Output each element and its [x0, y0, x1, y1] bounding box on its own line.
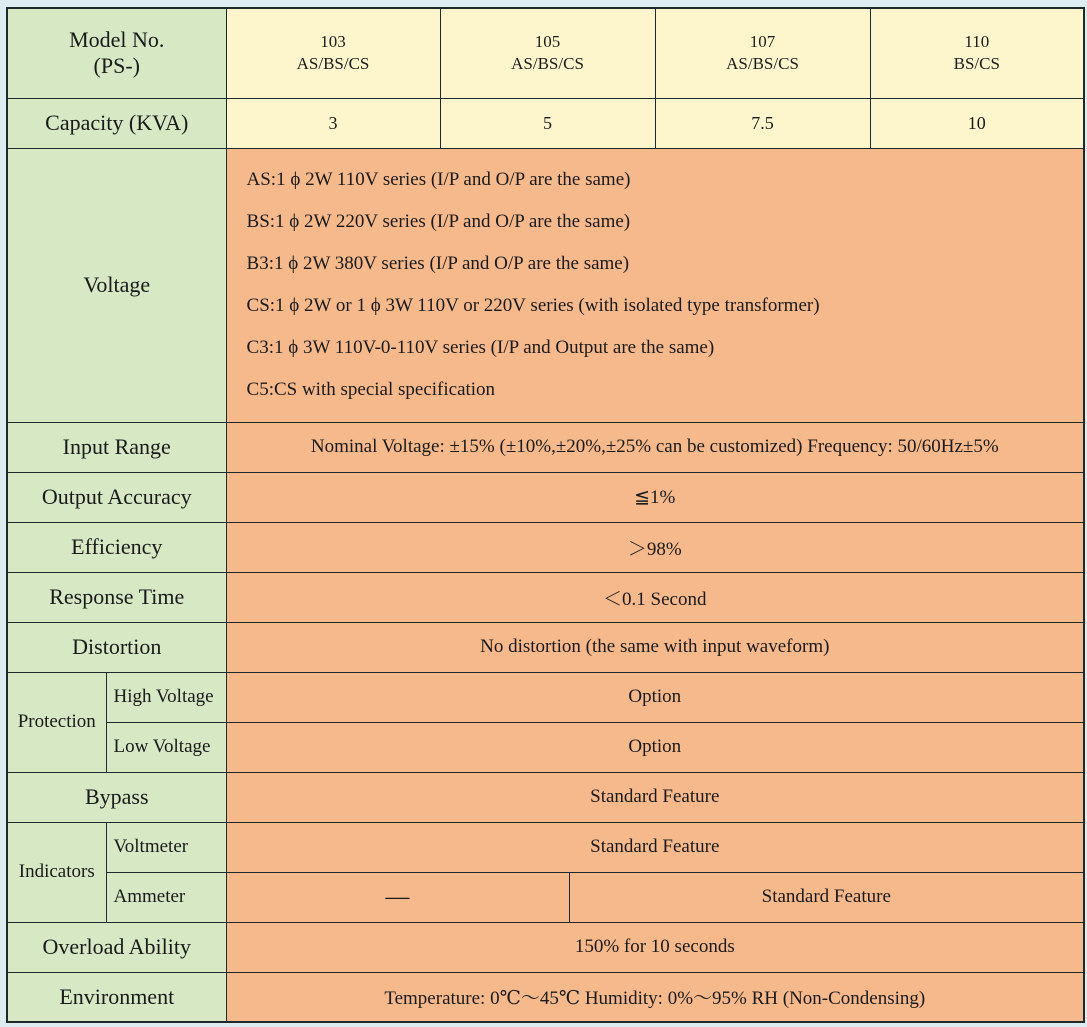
voltage-line: C3:1 ϕ 3W 110V-0-110V series (I/P and Output are the same)	[246, 337, 715, 358]
row-efficiency	[7, 522, 1084, 572]
model-types: AS/BS/CS	[511, 54, 584, 74]
bypass-value: Standard Feature	[226, 772, 1084, 822]
capacity-label: Capacity (KVA)	[7, 98, 226, 148]
row-distortion	[7, 622, 1084, 672]
low-voltage-value: Option	[226, 722, 1084, 772]
overload-label: Overload Ability	[7, 922, 226, 972]
high-voltage-label: High Voltage	[106, 672, 226, 722]
environment-label: Environment	[7, 972, 226, 1022]
voltage-line: B3:1 ϕ 2W 380V series (I/P and O/P are the same)	[246, 253, 630, 274]
distortion-value: No distortion (the same with input waveform)	[226, 622, 1084, 672]
voltmeter-label: Voltmeter	[106, 822, 226, 872]
response-time-label: Response Time	[7, 572, 226, 622]
row-output-accuracy	[7, 472, 1084, 522]
model-types: AS/BS/CS	[296, 54, 370, 74]
model-label-line1: Model No.	[69, 27, 165, 53]
model-103-cell	[226, 8, 440, 98]
bypass-label: Bypass	[7, 772, 226, 822]
capacity-value: 5	[440, 98, 655, 148]
overload-value: 150% for 10 seconds	[226, 922, 1084, 972]
model-code: 103	[320, 32, 346, 52]
model-code: 105	[534, 32, 561, 52]
row-protection-high	[7, 672, 1084, 722]
capacity-value: 10	[870, 98, 1084, 148]
row-response-time	[7, 572, 1084, 622]
voltage-list	[226, 148, 1084, 422]
model-code: 110	[964, 32, 990, 52]
capacity-value: 3	[226, 98, 440, 148]
efficiency-label: Efficiency	[7, 522, 226, 572]
protection-label: Protection	[7, 672, 106, 772]
efficiency-value: ＞98%	[226, 522, 1084, 572]
model-types: AS/BS/CS	[726, 54, 799, 74]
row-protection-low	[7, 722, 1084, 772]
row-indicators-voltmeter	[7, 822, 1084, 872]
capacity-value: 7.5	[655, 98, 870, 148]
model-label-line2: (PS-)	[93, 53, 140, 79]
output-accuracy-value: ≦1%	[226, 472, 1084, 522]
voltage-label: Voltage	[7, 148, 226, 422]
output-accuracy-label: Output Accuracy	[7, 472, 226, 522]
distortion-label: Distortion	[7, 622, 226, 672]
ammeter-label: Ammeter	[106, 872, 226, 922]
row-environment	[7, 972, 1084, 1022]
voltage-line: CS:1 ϕ 2W or 1 ϕ 3W 110V or 220V series (with isolated type transformer)	[246, 295, 820, 316]
model-code: 107	[749, 32, 776, 52]
row-input-range	[7, 422, 1084, 472]
model-types: BS/CS	[953, 54, 1000, 74]
response-time-value: ＜0.1 Second	[226, 572, 1084, 622]
model-107-cell	[655, 8, 870, 98]
row-model	[7, 8, 1084, 98]
low-voltage-label: Low Voltage	[106, 722, 226, 772]
voltmeter-value: Standard Feature	[226, 822, 1084, 872]
model-110-cell	[870, 8, 1084, 98]
row-indicators-ammeter	[7, 872, 1084, 922]
row-capacity	[7, 98, 1084, 148]
input-range-label: Input Range	[7, 422, 226, 472]
environment-value: Temperature: 0℃～45℃ Humidity: 0%～95% RH (Non-Condensing)	[226, 972, 1084, 1022]
ammeter-dash: —	[226, 872, 569, 922]
high-voltage-value: Option	[226, 672, 1084, 722]
model-105-cell	[440, 8, 655, 98]
ammeter-value: Standard Feature	[569, 872, 1084, 922]
voltage-line: AS:1 ϕ 2W 110V series (I/P and O/P are the same)	[246, 169, 631, 190]
input-range-value: Nominal Voltage: ±15% (±10%,±20%,±25% can be customized) Frequency: 50/60Hz±5%	[226, 422, 1084, 472]
voltage-line: C5:CS with special specification	[246, 379, 496, 400]
row-overload	[7, 922, 1084, 972]
model-label-cell	[7, 8, 226, 98]
row-voltage	[7, 148, 1084, 422]
spec-table	[6, 7, 1085, 1023]
voltage-line: BS:1 ϕ 2W 220V series (I/P and O/P are the same)	[246, 211, 631, 232]
row-bypass	[7, 772, 1084, 822]
indicators-label: Indicators	[7, 822, 106, 922]
